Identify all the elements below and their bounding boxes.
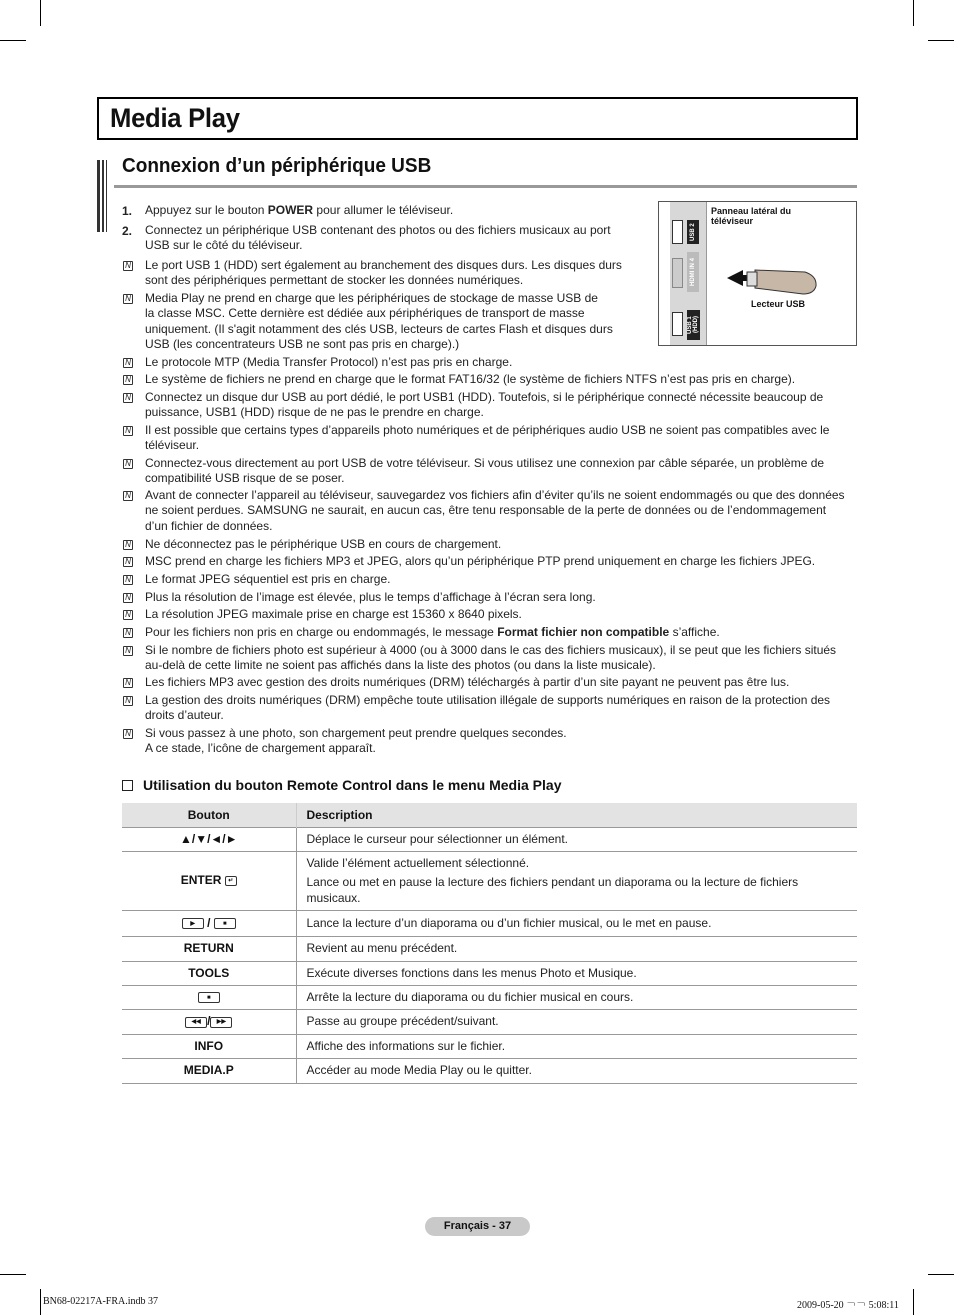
note-icon [123,459,133,469]
description-cell [296,851,857,910]
description-text: Lance ou met en pause la lecture des fichiers pendant un diaporama ou la lecture de fichiers musicaux. [306,875,799,905]
description-cell [296,827,857,851]
note-icon [123,375,133,385]
note-line: puissance, USB1 (HDD) risque de ne pas le prendre en charge. [145,405,484,420]
table-header: Bouton [122,803,296,827]
description-text: Lance la lecture d’un diaporama ou d’un fichier musical, ou le met en pause. [306,915,712,930]
note-icon [123,575,133,585]
hdmi-label: HDMI IN 4 [687,252,699,292]
note-line: Si vous passez à une photo, son chargement peut prendre quelques secondes. [145,726,567,740]
note-icon [123,491,133,501]
note-text [145,572,390,587]
description-text: Revient au menu précédent. [306,941,458,956]
button-cell [122,827,296,851]
note-text [145,488,845,534]
note-icon [123,729,133,739]
crop-mark [40,0,41,26]
note-line: Connectez un disque dur USB au port dédié, le port USB1 (HDD). Toutefois, si le périphérique connecté nécessite beaucoup de [145,390,824,404]
note-text [145,643,836,674]
note-line: Les fichiers MP3 avec gestion des droits numériques (DRM) téléchargés à partir d’un site payant ne peuvent pas être lus. [145,675,790,689]
note-text [145,726,567,757]
note-text [145,423,829,454]
table-header: Description [296,803,857,827]
description-cell [296,1034,857,1058]
note-text [145,554,815,569]
table-row [122,1010,857,1034]
note-line: La résolution JPEG maximale prise en charge est 15360 x 8640 pixels. [145,607,522,621]
page-number: Français - 37 [425,1217,530,1236]
note-line: la classe MSC. Cette dernière est dédiée aux périphériques de transport de masse [145,306,585,321]
note-line: Il est possible que certains types d’appareils photo numériques et de périphériques audio USB ne soient pas compatibles avec le [145,423,830,437]
step-number: 1. [122,204,133,218]
crop-mark [913,0,914,26]
note-text [145,291,613,353]
note-icon [123,294,133,304]
note-line: compatibilité USB risque de se poser. [145,471,345,486]
enter-icon: ↵ [225,876,237,886]
table-row [122,961,857,985]
table-row [122,1034,857,1058]
step-text: Appuyez sur le bouton POWER pour allumer le téléviseur. [145,203,454,217]
button-label: TOOLS [188,965,230,980]
description-text: Arrête la lecture du diaporama ou du fichier musical en cours. [306,989,634,1004]
pause-icon: ■ [214,918,236,929]
note-line: ne soient perdues. SAMSUNG ne saurait, en aucun cas, être tenu responsable de la perte de données ou de l’endommagement [145,503,827,518]
remote-button-table [122,803,857,1084]
button-cell [122,985,296,1009]
print-date: 2009-05-20 ￢￢ 5:08:11 [797,1300,899,1311]
description-cell [296,911,857,937]
description-cell [296,1059,857,1083]
section-rule [114,185,857,188]
note-line: MSC prend en charge les fichiers MP3 et JPEG, alors qu’un périphérique PTP prend uniquement en charge les fichiers JPEG. [145,554,816,568]
note-line: La gestion des droits numériques (DRM) empêche toute utilisation illégale de supports numériques en raison de la protection des [145,693,831,707]
usb-drive-label: Lecteur USB [751,299,806,309]
usb1-label: USB 1 (HDD) [687,310,700,340]
note-line: Le protocole MTP (Media Transfer Protocol) n’est pas pris en charge. [145,355,513,369]
note-line: Le port USB 1 (HDD) sert également au branchement des disques durs. Les disques durs [145,258,622,272]
note-text [145,537,501,552]
note-icon [123,540,133,550]
file-info: BN68-02217A-FRA.indb 37 [43,1296,159,1307]
button-label: MEDIA.P [183,1063,234,1078]
note-line: Si le nombre de fichiers photo est supérieur à 4000 (ou à 3000 dans le cas des fichiers musicaux), il se peut que les fichiers situés [145,643,837,657]
stop-icon: ■ [198,992,220,1003]
note-text [145,625,720,640]
note-icon [123,646,133,656]
note-line: d’un fichier de données. [145,518,273,533]
crop-mark [0,40,26,41]
note-text [145,607,522,622]
crop-mark [913,1289,914,1315]
usb2-label: USB 2 [687,220,699,244]
description-cell [296,1010,857,1034]
note-line: Ne déconnectez pas le périphérique USB en cours de chargement. [145,537,502,551]
usb-port-icon [672,312,683,336]
note-line: sont des périphériques permettant de stocker les données numériques. [145,273,524,288]
note-line: Avant de connecter l’appareil au téléviseur, sauvegardez vos fichiers afin d’éviter qu’ils ne soient endommagés ou que des données [145,488,845,502]
button-cell: ◀◀ / ▶▶ [122,1010,296,1034]
note-icon [123,358,133,368]
page-title: Media Play [110,103,240,133]
page-title-box [97,97,858,140]
panel-label: Panneau latéral du téléviseur [711,206,792,226]
usb-port-icon [672,220,683,244]
note-line: Media Play ne prend en charge que les périphériques de stockage de masse USB de [145,291,598,305]
note-icon [123,678,133,688]
step-text: Connectez un périphérique USB contenant des photos ou des fichiers musicaux au port USB sur le côté du téléviseur. [145,223,611,253]
table-row [122,851,857,910]
note-icon [123,393,133,403]
note-line: Pour les fichiers non pris en charge ou endommagés, le message Format fichier non compatible s’affiche. [145,625,720,639]
note-line: A ce stade, l’icône de chargement apparaît. [145,741,376,756]
description-cell [296,937,857,961]
crop-mark [0,1274,26,1275]
play-icon: ▶ [182,918,204,929]
description-text: Accéder au mode Media Play ou le quitter. [306,1063,532,1078]
description-text: Affiche des informations sur le fichier. [306,1038,506,1053]
note-text [145,372,795,387]
description-cell [296,985,857,1009]
description-text: Exécute diverses fonctions dans les menus Photo et Musique. [306,965,637,980]
description-text: Déplace le curseur pour sélectionner un élément. [306,831,568,846]
button-cell [122,1059,296,1083]
note-text [145,590,596,605]
hdmi-port-icon [672,258,683,288]
note-icon [123,628,133,638]
note-text [145,258,622,289]
note-icon [123,610,133,620]
button-cell [122,961,296,985]
button-cell [122,851,296,910]
subsection-title: Utilisation du bouton Remote Control dans le menu Media Play [122,777,561,793]
note-line: USB (les concentrateurs USB ne sont pas pris en charge).) [145,337,460,352]
note-text [145,456,824,487]
section-title: Connexion d’un périphérique USB [122,155,432,177]
note-line: téléviseur. [145,438,200,453]
note-text [145,675,789,690]
usb-connection-figure [658,201,857,346]
button-cell [122,937,296,961]
note-line: Plus la résolution de l’image est élevée, plus le temps d’affichage à l’écran sera long. [145,590,596,604]
crop-mark [928,1274,954,1275]
note-line: au-delà de cette limite ne soient pas affichés dans la liste des photos (ou dans la liste musicale). [145,658,656,673]
step-number: 2. [122,224,133,238]
table-row [122,827,857,851]
description-cell [296,961,857,985]
fast-forward-icon: ▶▶ [210,1017,232,1028]
note-line: Le format JPEG séquentiel est pris en charge. [145,572,391,586]
button-label: INFO [194,1038,224,1053]
crop-mark [40,1289,41,1315]
button-label: ▲/▼/◄/► [179,831,238,846]
table-row [122,1059,857,1083]
description-text: Passe au groupe précédent/suivant. [306,1014,499,1029]
checkbox-icon [122,780,133,791]
note-icon [123,593,133,603]
note-icon [123,426,133,436]
note-icon [123,261,133,271]
button-label: ENTER [180,873,222,888]
note-icon [123,557,133,567]
button-cell: ▶ / ■ [122,911,296,937]
section-bar [97,160,109,232]
table-row [122,911,857,937]
note-icon [123,696,133,706]
table-row [122,937,857,961]
note-line: Connectez-vous directement au port USB de votre téléviseur. Si vous utilisez une connexion par câble séparée, un problème de [145,456,825,470]
note-line: droits d’auteur. [145,708,224,723]
crop-mark [928,40,954,41]
note-text [145,355,512,370]
description-text: Valide l’élément actuellement sélectionné. [306,855,530,870]
button-label: RETURN [183,941,234,956]
tv-side-panel [670,202,707,345]
note-text [145,390,823,421]
button-cell [122,1034,296,1058]
usb-drive-icon [721,262,821,302]
note-line: uniquement. (Il s'agit notamment des clés USB, lecteurs de cartes Flash et disques durs [145,321,613,336]
note-line: Le système de fichiers ne prend en charge que le format FAT16/32 (le système de fichiers NTFS n’est pas pris en charge). [145,372,796,386]
note-text [145,693,830,724]
table-row [122,985,857,1009]
rewind-icon: ◀◀ [185,1017,207,1028]
